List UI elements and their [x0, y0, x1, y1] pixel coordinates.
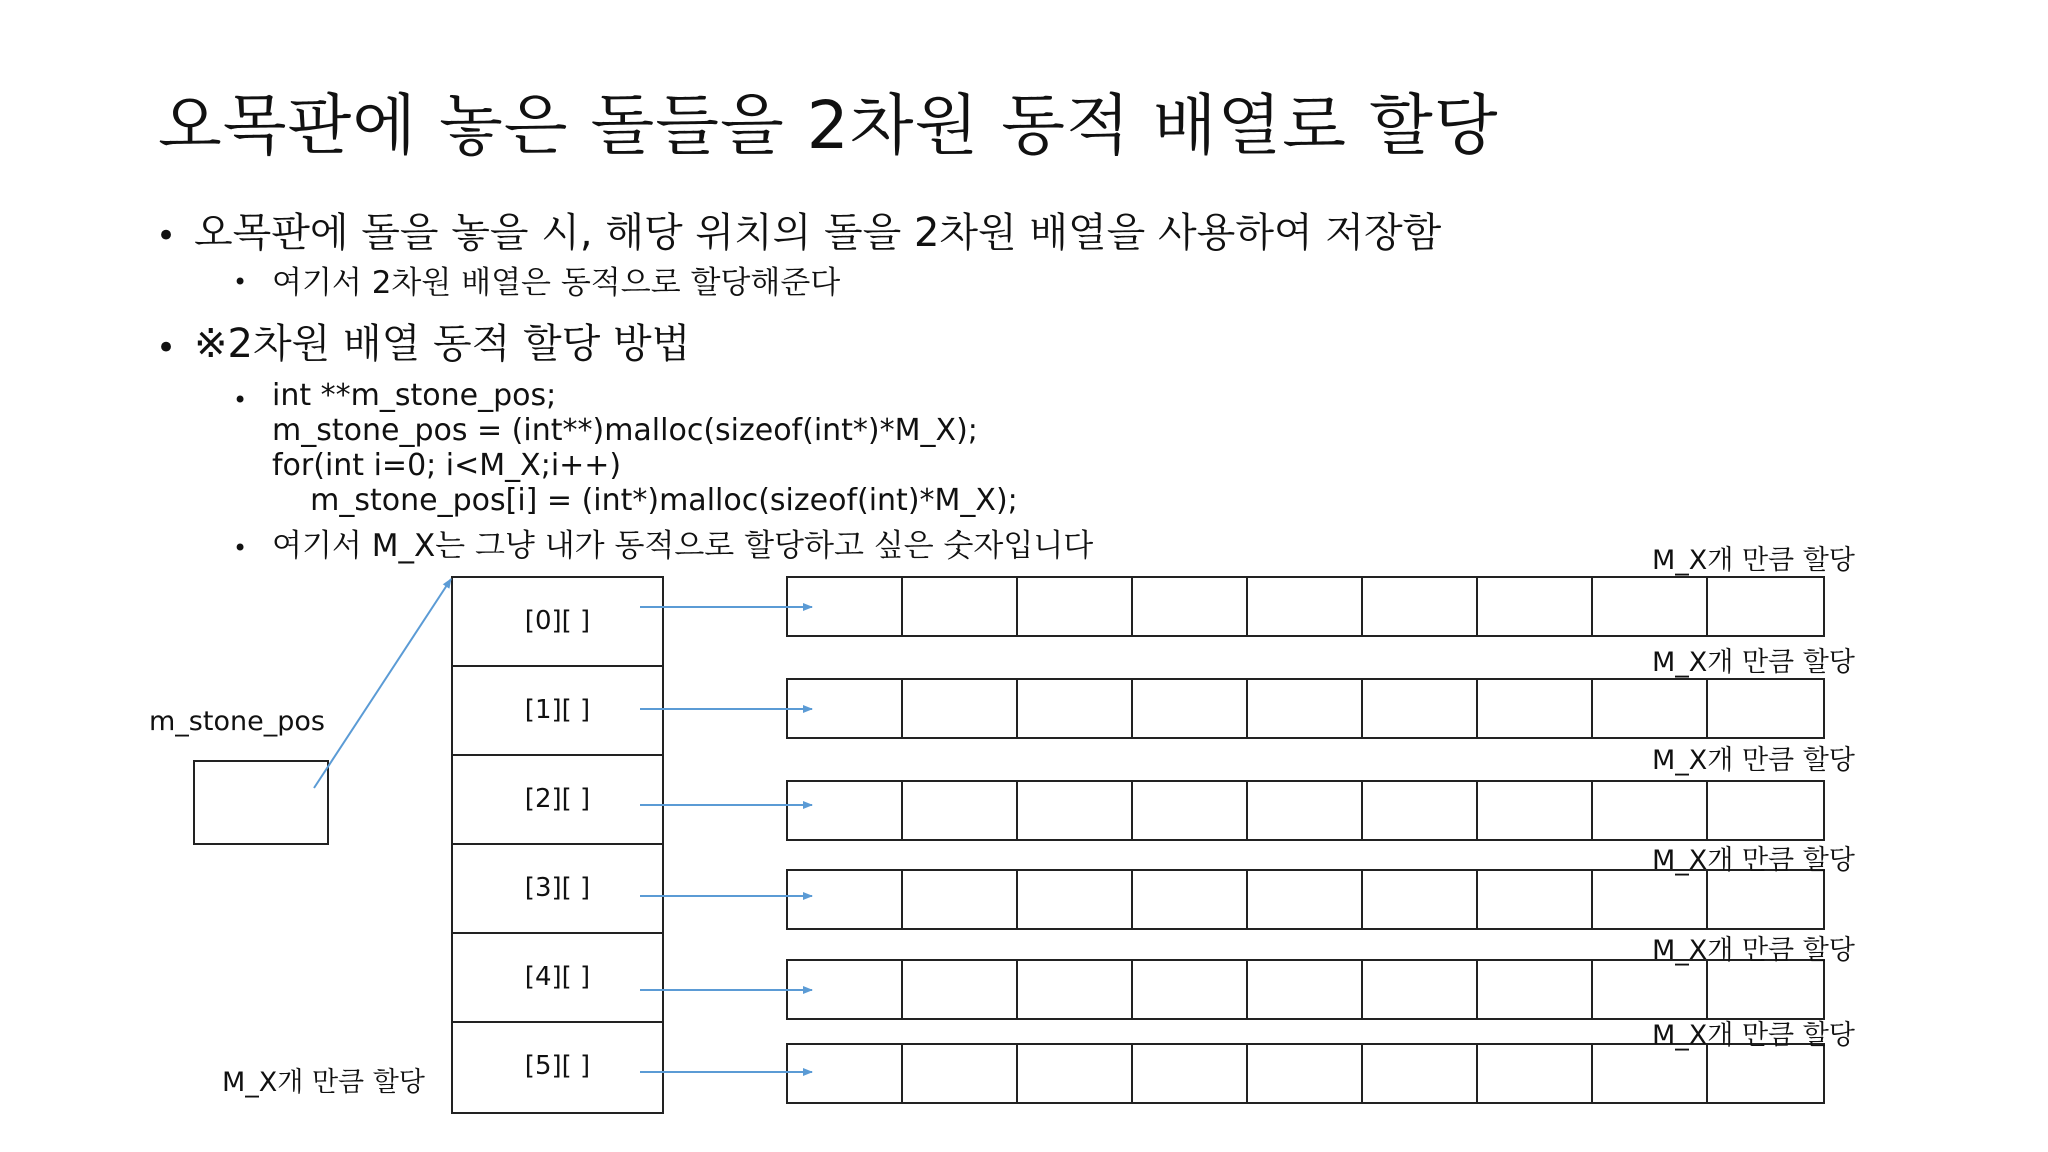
- pointer-cell-label: [4][ ]: [524, 962, 591, 992]
- bullet-method-heading: ※2차원 배열 동적 할당 방법: [194, 321, 691, 367]
- bullet-dot: •: [156, 328, 177, 368]
- sub-bullet-dot: •: [233, 386, 248, 414]
- row-alloc-label: M_X개 만큼 할당: [1652, 845, 1855, 876]
- pointer-cell-label: [3][ ]: [524, 873, 591, 903]
- bullet-dynamic-note: 여기서 2차원 배열은 동적으로 할당해준다: [272, 265, 841, 301]
- bullet-mx-note: 여기서 M_X는 그냥 내가 동적으로 할당하고 싶은 숫자입니다: [272, 528, 1094, 564]
- row-alloc-label: M_X개 만큼 할당: [1652, 545, 1855, 576]
- code-line-4: m_stone_pos[i] = (int*)malloc(sizeof(int)*M_X);: [272, 483, 1018, 518]
- code-line-2: m_stone_pos = (int**)malloc(sizeof(int*)*M_X);: [272, 413, 978, 448]
- row-alloc-label: M_X개 만큼 할당: [1652, 745, 1855, 776]
- pointer-to-array-arrow: [314, 579, 451, 788]
- column-alloc-label: M_X개 만큼 할당: [222, 1067, 425, 1098]
- sub-bullet-dot: •: [233, 534, 248, 562]
- sub-bullet-dot: •: [233, 268, 248, 296]
- pointer-cell-label: [1][ ]: [524, 695, 591, 725]
- code-line-3: for(int i=0; i<M_X;i++): [272, 448, 622, 483]
- code-line-1: int **m_stone_pos;: [272, 378, 557, 413]
- slide-title: 오목판에 놓은 돌들을 2차원 동적 배열로 할당: [158, 87, 1499, 164]
- pointer-cell-label: [0][ ]: [524, 606, 591, 636]
- row-alloc-label: M_X개 만큼 할당: [1652, 935, 1855, 966]
- bullet-dot: •: [156, 216, 177, 256]
- pointer-cell-label: [2][ ]: [524, 784, 591, 814]
- bullet-store-stones: 오목판에 돌을 놓을 시, 해당 위치의 돌을 2차원 배열을 사용하여 저장함: [194, 210, 1442, 256]
- row-alloc-label: M_X개 만큼 할당: [1652, 1020, 1855, 1051]
- pointer-name-label: m_stone_pos: [149, 706, 325, 737]
- pointer-cell-label: [5][ ]: [524, 1051, 591, 1081]
- row-alloc-label: M_X개 만큼 할당: [1652, 647, 1855, 678]
